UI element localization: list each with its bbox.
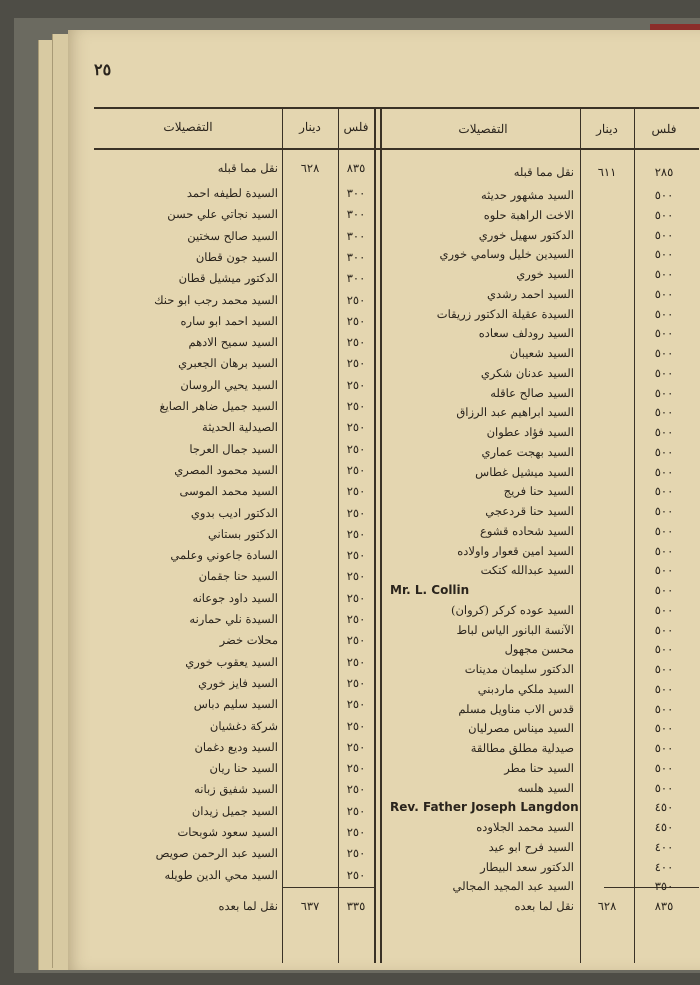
table-row-fils: ٥٠٠ <box>654 425 674 439</box>
table-row-name: السيد شحاده قشوع <box>479 524 574 538</box>
left-fils-header: فلس <box>343 120 369 134</box>
table-row-name: السيد جون قطان <box>195 250 278 264</box>
table-row-name: السيدة لطيفه احمد <box>186 186 278 200</box>
table-row-name: الدكتور ميشيل قطان <box>178 271 278 285</box>
table-row-fils: ٤٠٠ <box>654 860 674 874</box>
table-row-name: السيد داود جوعانه <box>192 591 278 605</box>
table-row-name: السيد يعقوب خوري <box>185 655 278 669</box>
table-row-fils: ٢٥٠ <box>346 676 366 690</box>
page-number: ٢٥ <box>94 60 112 79</box>
table-row-fils: ٢٥٠ <box>346 378 366 392</box>
table-row-name: Rev. Father Joseph Langdon <box>390 800 579 814</box>
table-row-fils: ٢٥٠ <box>346 399 366 413</box>
top-rule <box>94 107 699 109</box>
table-row-name: السيد وديع دغمان <box>194 740 278 754</box>
header-rule <box>94 148 699 150</box>
table-row-fils: ٥٠٠ <box>654 504 674 518</box>
table-row-fils: ٢٥٠ <box>346 293 366 307</box>
left-carried-out-fils: ٣٣٥ <box>346 899 366 913</box>
table-row-name: السادة جاعوني وعلمي <box>170 548 278 562</box>
table-row-name: الآنسة البانور الياس لباط <box>456 623 574 637</box>
table-row-fils: ٣٠٠ <box>346 271 366 285</box>
table-row-name: السيد خوري <box>516 267 574 281</box>
right-carried-out-dinar: ٦٢٨ <box>597 899 617 913</box>
table-row-name: Mr. L. Collin <box>390 583 470 597</box>
table-row-fils: ٢٥٠ <box>346 484 366 498</box>
table-row-fils: ٥٠٠ <box>654 781 674 795</box>
table-row-fils: ٥٠٠ <box>654 702 674 716</box>
table-row-name: السيدة نلي حمارنه <box>189 612 278 626</box>
right-details-header: التفصيلات <box>458 122 508 136</box>
left-carried-out-label: نقل لما بعده <box>218 899 278 913</box>
table-row-fils: ٥٠٠ <box>654 583 674 597</box>
table-row-name: السيد شعيبان <box>509 346 574 360</box>
table-row-name: السيد حنا فريج <box>503 484 574 498</box>
table-row-fils: ٣٠٠ <box>346 207 366 221</box>
right-carried-out-label: نقل لما بعده <box>514 899 574 913</box>
table-row-fils: ٢٥٠ <box>346 356 366 370</box>
table-row-fils: ٢٥٠ <box>346 740 366 754</box>
table-row-name: السيد حنا قردعجي <box>485 504 574 518</box>
table-row-name: السيد جميل زيدان <box>191 804 278 818</box>
table-row-fils: ٢٥٠ <box>346 335 366 349</box>
table-row-name: السيد نجاتي علي حسن <box>167 207 278 221</box>
table-row-fils: ٥٠٠ <box>654 662 674 676</box>
table-row-fils: ٢٥٠ <box>346 761 366 775</box>
table-row-fils: ٥٠٠ <box>654 287 674 301</box>
table-row-fils: ٢٥٠ <box>346 804 366 818</box>
table-row-fils: ٢٥٠ <box>346 825 366 839</box>
table-row-fils: ٥٠٠ <box>654 623 674 637</box>
table-row-fils: ٥٠٠ <box>654 386 674 400</box>
right-fils-header: فلس <box>651 122 677 136</box>
table-row-fils: ٥٠٠ <box>654 445 674 459</box>
table-row-fils: ٥٠٠ <box>654 603 674 617</box>
table-row-name: السيد عبد الرحمن صويص <box>155 846 278 860</box>
table-row-name: شركة دغشيان <box>209 719 278 733</box>
column-divider <box>580 108 581 963</box>
table-row-name: السيد ميشيل غطاس <box>475 465 574 479</box>
table-row-fils: ٢٥٠ <box>346 527 366 541</box>
table-row-name: السيد رودلف سعاده <box>478 326 574 340</box>
table-row-name: السيد ميناس مصرليان <box>468 721 574 735</box>
table-row-name: السيد برهان الجعبري <box>178 356 278 370</box>
right-carried-out-fils: ٨٣٥ <box>654 899 674 913</box>
table-row-name: السيد ملكي ماردبني <box>477 682 574 696</box>
table-row-fils: ٢٥٠ <box>346 442 366 456</box>
table-row-fils: ٥٠٠ <box>654 563 674 577</box>
ledger-page <box>68 30 700 970</box>
table-row-fils: ٢٥٠ <box>346 314 366 328</box>
table-row-fils: ٢٥٠ <box>346 719 366 733</box>
table-row-name: السيد فايز خوري <box>198 676 278 690</box>
left-carried-out-dinar: ٦٣٧ <box>300 899 320 913</box>
table-row-name: السيد جمال العرجا <box>189 442 278 456</box>
table-row-name: السيد شفيق زبانه <box>194 782 278 796</box>
table-row-name: السيد عبدالله كتكت <box>480 563 574 577</box>
table-row-fils: ٤٠٠ <box>654 840 674 854</box>
table-row-name: السيد سعود شوبحات <box>177 825 278 839</box>
table-row-name: صيدلية مطلق مطالقة <box>470 741 574 755</box>
table-row-name: السيد صالح عاقله <box>490 386 574 400</box>
table-row-fils: ٣٠٠ <box>346 229 366 243</box>
table-row-name: الدكتور اديب بدوي <box>190 506 278 520</box>
table-row-fils: ٥٠٠ <box>654 346 674 360</box>
table-row-fils: ٥٠٠ <box>654 267 674 281</box>
table-row-name: السيد محمد رجب ابو حنك <box>154 293 278 307</box>
table-row-name: الاخت الراهبة حلوه <box>483 208 574 222</box>
right-dinar-header: دينار <box>596 122 618 136</box>
table-row-fils: ٢٥٠ <box>346 569 366 583</box>
table-row-fils: ٥٠٠ <box>654 721 674 735</box>
table-row-name: الدكتور سعد البيطار <box>480 860 574 874</box>
column-divider <box>374 108 376 963</box>
table-row-name: السيد فؤاد عطوان <box>486 425 574 439</box>
left-carried-in-fils: ٨٣٥ <box>346 161 366 175</box>
table-row-fils: ٢٥٠ <box>346 846 366 860</box>
table-row-name: السيد امين قعوار واولاده <box>457 544 574 558</box>
table-row-fils: ٥٠٠ <box>654 366 674 380</box>
table-row-name: محلات خضر <box>219 633 278 647</box>
table-row-name: السيد حنا جقمان <box>198 569 278 583</box>
table-row-fils: ٢٥٠ <box>346 506 366 520</box>
table-row-name: السيد مشهور حديثه <box>481 188 574 202</box>
table-row-name: السيد سميح الادهم <box>188 335 278 349</box>
table-row-fils: ٢٥٠ <box>346 633 366 647</box>
table-row-name: السيد احمد رشدي <box>487 287 574 301</box>
table-row-fils: ٥٠٠ <box>654 405 674 419</box>
table-row-fils: ٥٠٠ <box>654 544 674 558</box>
table-row-name: السيد بهجت عماري <box>481 445 574 459</box>
table-row-name: السيد حنا مطر <box>504 761 574 775</box>
table-row-fils: ٥٠٠ <box>654 247 674 261</box>
table-row-fils: ٣٥٠ <box>654 879 674 893</box>
table-row-name: السيد جميل ضاهر الصايغ <box>159 399 278 413</box>
table-row-name: السيد محمود المصري <box>174 463 278 477</box>
table-row-name: السيد فرح ابو عيد <box>488 840 574 854</box>
left-details-header: التفصيلات <box>163 120 213 134</box>
table-row-name: قدس الاب مناويل مسلم <box>458 702 574 716</box>
right-carried-in-fils: ٢٨٥ <box>654 165 674 179</box>
table-row-fils: ٥٠٠ <box>654 208 674 222</box>
table-row-name: السيد محي الدين طويله <box>164 868 278 882</box>
table-row-fils: ٥٠٠ <box>654 741 674 755</box>
right-carried-in-dinar: ٦١١ <box>597 165 617 179</box>
table-row-name: السيد صالح سختين <box>187 229 278 243</box>
right-carried-in-label: نقل مما قبله <box>513 165 574 179</box>
table-row-fils: ٣٠٠ <box>346 186 366 200</box>
column-divider <box>282 108 283 963</box>
table-row-fils: ٣٠٠ <box>346 250 366 264</box>
table-row-name: السيد محمد الموسى <box>179 484 278 498</box>
table-row-fils: ٥٠٠ <box>654 307 674 321</box>
table-row-name: السيد حنا ريان <box>209 761 278 775</box>
table-row-fils: ٢٥٠ <box>346 612 366 626</box>
table-row-name: السيد سليم دباس <box>193 697 278 711</box>
table-row-name: الدكتور سهيل خوري <box>478 228 574 242</box>
table-row-name: السيد يحيي الروسان <box>180 378 278 392</box>
table-row-name: السيد احمد ابو ساره <box>180 314 278 328</box>
column-divider <box>380 108 382 963</box>
table-row-fils: ٥٠٠ <box>654 682 674 696</box>
table-row-fils: ٥٠٠ <box>654 465 674 479</box>
table-row-name: السيدة عقيلة الدكتور زريقات <box>436 307 574 321</box>
left-carried-in-dinar: ٦٢٨ <box>300 161 320 175</box>
table-row-fils: ٢٥٠ <box>346 420 366 434</box>
table-row-fils: ٢٥٠ <box>346 782 366 796</box>
table-row-name: السيد عوده كركر (كروان) <box>450 603 574 617</box>
left-carried-in-label: نقل مما قبله <box>217 161 278 175</box>
table-row-fils: ٥٠٠ <box>654 524 674 538</box>
table-row-fils: ٥٠٠ <box>654 326 674 340</box>
table-row-fils: ٥٠٠ <box>654 761 674 775</box>
table-row-name: الصيدلية الحديثة <box>202 420 278 434</box>
table-row-name: السيد عدنان شكري <box>480 366 574 380</box>
table-row-name: الدكتور بستاني <box>207 527 278 541</box>
table-row-name: محسن مجهول <box>504 642 574 656</box>
table-row-fils: ٢٥٠ <box>346 868 366 882</box>
total-rule-left <box>282 887 374 888</box>
table-row-name: السيد محمد الجلاوده <box>476 820 574 834</box>
table-row-name: السيدين خليل وسامي خوري <box>439 247 574 261</box>
table-row-fils: ٢٥٠ <box>346 697 366 711</box>
table-row-fils: ٢٥٠ <box>346 591 366 605</box>
table-row-name: السيد عبد المجيد المجالي <box>452 879 574 893</box>
table-row-fils: ٢٥٠ <box>346 655 366 669</box>
table-row-fils: ٥٠٠ <box>654 642 674 656</box>
table-row-fils: ٥٠٠ <box>654 228 674 242</box>
table-row-fils: ٥٠٠ <box>654 484 674 498</box>
table-row-name: السيد ابراهيم عبد الرزاق <box>456 405 574 419</box>
table-row-fils: ٢٥٠ <box>346 548 366 562</box>
table-row-name: السيد هلسه <box>517 781 574 795</box>
table-row-name: الدكتور سليمان مدينات <box>464 662 574 676</box>
table-row-fils: ٤٥٠ <box>654 820 674 834</box>
table-row-fils: ٢٥٠ <box>346 463 366 477</box>
table-row-fils: ٥٠٠ <box>654 188 674 202</box>
table-row-fils: ٤٥٠ <box>654 800 674 814</box>
left-dinar-header: دينار <box>299 120 321 134</box>
